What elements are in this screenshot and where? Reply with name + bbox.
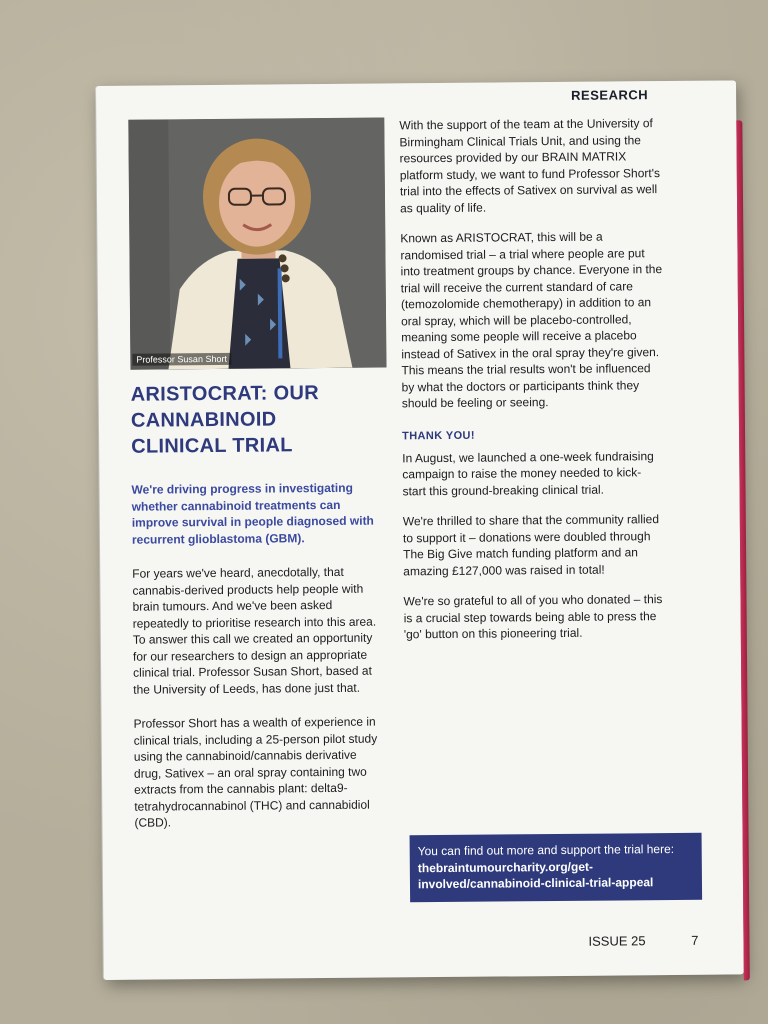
article-intro: We're driving progress in investigating whether cannabinoid treatments can improve survival in people diagnosed with recurrent glioblastoma (GBM). xyxy=(131,480,374,547)
paragraph-1: For years we've heard, anecdotally, that cannabis-derived products help people with brain tumours. And we've been asked repeatedly to prioritise research into this area. To answer this call we created an opportunity for our researchers to design an appropriate clinical trial. Professor Susan Short, based at the University of Leeds, has done just that. xyxy=(132,564,377,697)
section-label: RESEARCH xyxy=(571,87,649,103)
cta-text: You can find out more and support the trial here: xyxy=(417,841,675,859)
issue-label: ISSUE 25 xyxy=(588,933,646,949)
headline-line-1: ARISTOCRAT: OUR xyxy=(130,382,319,406)
page-number: 7 xyxy=(691,932,699,948)
paragraph-6: We're thrilled to share that the community rallied to support it – donations were doubled through The Big Give match funding platform and an amazing £127,000 was raised in total! xyxy=(402,512,660,578)
headline-line-3: CLINICAL TRIAL xyxy=(131,434,293,458)
portrait-photo xyxy=(128,117,386,369)
paragraph-3: With the support of the team at the University of Birmingham Clinical Trials Unit, and using the resources provided by our BRAIN MATRIX platform study, we want to fund Professor Short's trial into the effects of Sativex on survival as well as quality of life. xyxy=(399,116,661,215)
article-headline xyxy=(131,380,382,460)
portrait-illustration xyxy=(128,117,386,369)
cta-box xyxy=(410,833,703,902)
paragraph-4: Known as ARISTOCRAT, this will be a randomised trial – a trial where people are put into treatment groups by chance. Everyone in the trial will receive the current standard of care (temozolomide chemotherapy) in addition to an oral spray, which will be placebo-controlled, meaning some people will receive a placebo instead of Sativex in the oral spray they're given. This means the trial results won't be influenced by what the doctors or participants think they should be feeling or seeing. xyxy=(400,229,663,411)
paragraph-7: We're so grateful to all of you who donated – this is a crucial step towards being able to press the 'go' button on this pioneering trial. xyxy=(403,592,663,642)
headline-line-2: CANNABINOID xyxy=(130,408,277,432)
cta-link[interactable]: thebraintumourcharity.org/get-involved/cannabinoid-clinical-trial-appeal xyxy=(417,859,654,892)
left-column xyxy=(131,380,385,832)
thanks-heading: THANK YOU! xyxy=(402,429,475,442)
photo-caption: Professor Susan Short xyxy=(132,353,231,366)
page-footer xyxy=(588,933,698,949)
right-column xyxy=(399,115,666,643)
magazine-page xyxy=(96,80,744,980)
paragraph-2: Professor Short has a wealth of experience in clinical trials, including a 25-person pilot study using the cannabinoid/cannabis derivative drug, Sativex – an oral spray containing two extracts from the cannabis plant: delta9-tetrahydrocannabinol (THC) and cannabidiol (CBD). xyxy=(133,714,378,830)
paragraph-5: In August, we launched a one-week fundraising campaign to raise the money needed to kick-start this ground-breaking clinical trial. xyxy=(402,448,654,498)
